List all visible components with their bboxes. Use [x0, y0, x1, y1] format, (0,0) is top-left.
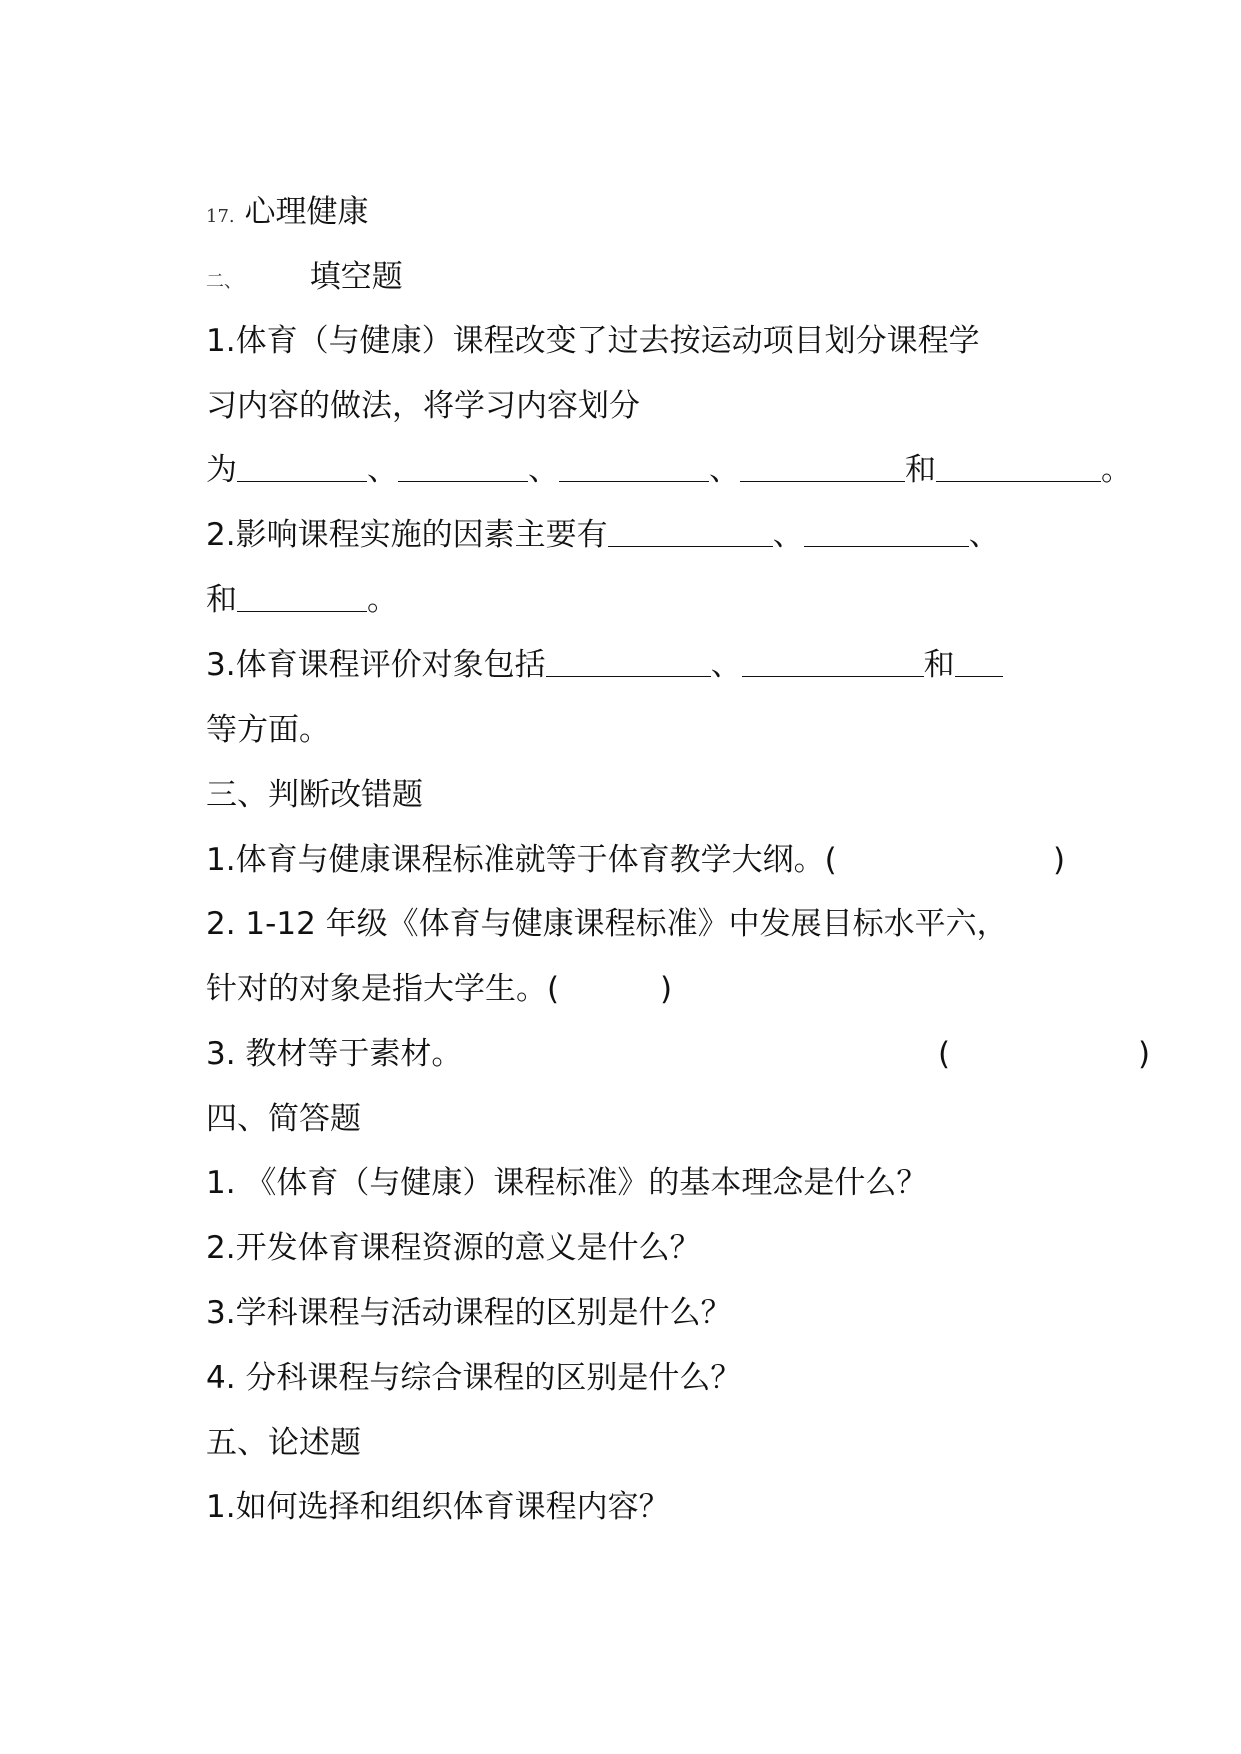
section-essay-heading: 五、论述题: [206, 1425, 361, 1461]
tf-q2-line2: [206, 969, 559, 1009]
question-text: 2.影响课程实施的因素主要有: [206, 517, 608, 553]
fill-q1-line2: 习内容的做法，将学习内容划分: [206, 388, 640, 424]
section-title: 填空题: [309, 259, 403, 295]
question-text: 3.体育课程评价对象包括: [206, 647, 546, 683]
section-short-answer-heading: 四、简答题: [206, 1101, 361, 1137]
essay-q1: 1.如何选择和组织体育课程内容？: [206, 1489, 670, 1525]
header-line: [206, 192, 369, 232]
answer-blank[interactable]: [955, 646, 1003, 677]
separator: 、: [528, 452, 559, 488]
fill-q1-line3: [206, 450, 1132, 490]
fill-q3-line1: [206, 645, 1003, 685]
fill-q1-line1: 1.体育（与健康）课程改变了过去按运动项目划分课程学: [206, 323, 980, 359]
answer-blank[interactable]: [237, 581, 367, 612]
question-text: 针对的对象是指大学生。(: [206, 971, 560, 1007]
open-paren: (: [938, 1036, 951, 1072]
answer-blank[interactable]: [237, 451, 367, 482]
separator: 、: [772, 517, 804, 553]
separator: 、: [709, 452, 740, 488]
separator: 、: [367, 452, 398, 488]
answer-blank[interactable]: [398, 451, 528, 482]
fill-q3-line2: 等方面。: [206, 712, 330, 748]
tf-q1: [206, 840, 837, 880]
text-segment: 为: [206, 452, 237, 488]
item-number: 17.: [206, 206, 235, 227]
question-text: 1.体育与健康课程标准就等于体育教学大纲。(: [206, 842, 837, 878]
section-fill-blank-heading: [206, 257, 403, 297]
answer-blank[interactable]: [742, 646, 924, 677]
text-segment: 和: [206, 582, 237, 618]
text-segment: 和: [923, 647, 955, 683]
sa-q2: 2.开发体育课程资源的意义是什么？: [206, 1230, 701, 1266]
tf-q2-line1: 2. 1-12 年级《体育与健康课程标准》中发展目标水平六，: [206, 906, 1008, 942]
sa-q3: 3.学科课程与活动课程的区别是什么？: [206, 1295, 732, 1331]
sa-q1: 1. 《体育（与健康）课程标准》的基本理念是什么？: [206, 1165, 928, 1201]
answer-blank[interactable]: [740, 451, 905, 482]
close-paren: ): [1138, 1036, 1151, 1072]
close-paren: ): [660, 971, 673, 1007]
answer-blank[interactable]: [559, 451, 709, 482]
separator: 、: [968, 517, 1000, 553]
sa-q4: 4. 分科课程与综合课程的区别是什么？: [206, 1360, 742, 1396]
tf-q3: 3. 教材等于素材。: [206, 1036, 463, 1072]
close-paren: ): [1053, 842, 1066, 878]
header-title: 心理健康: [244, 194, 369, 230]
fill-q2-line1: [206, 515, 1000, 555]
section-numeral: 二、: [206, 271, 242, 292]
answer-blank[interactable]: [936, 451, 1101, 482]
answer-blank[interactable]: [608, 516, 773, 547]
period: 。: [1101, 452, 1132, 488]
answer-blank[interactable]: [546, 646, 711, 677]
section-true-false-heading: 三、判断改错题: [206, 777, 423, 813]
text-segment: 和: [905, 452, 936, 488]
fill-q2-line2: [206, 580, 398, 620]
answer-blank[interactable]: [804, 516, 969, 547]
period: 。: [367, 582, 398, 618]
separator: 、: [710, 647, 742, 683]
